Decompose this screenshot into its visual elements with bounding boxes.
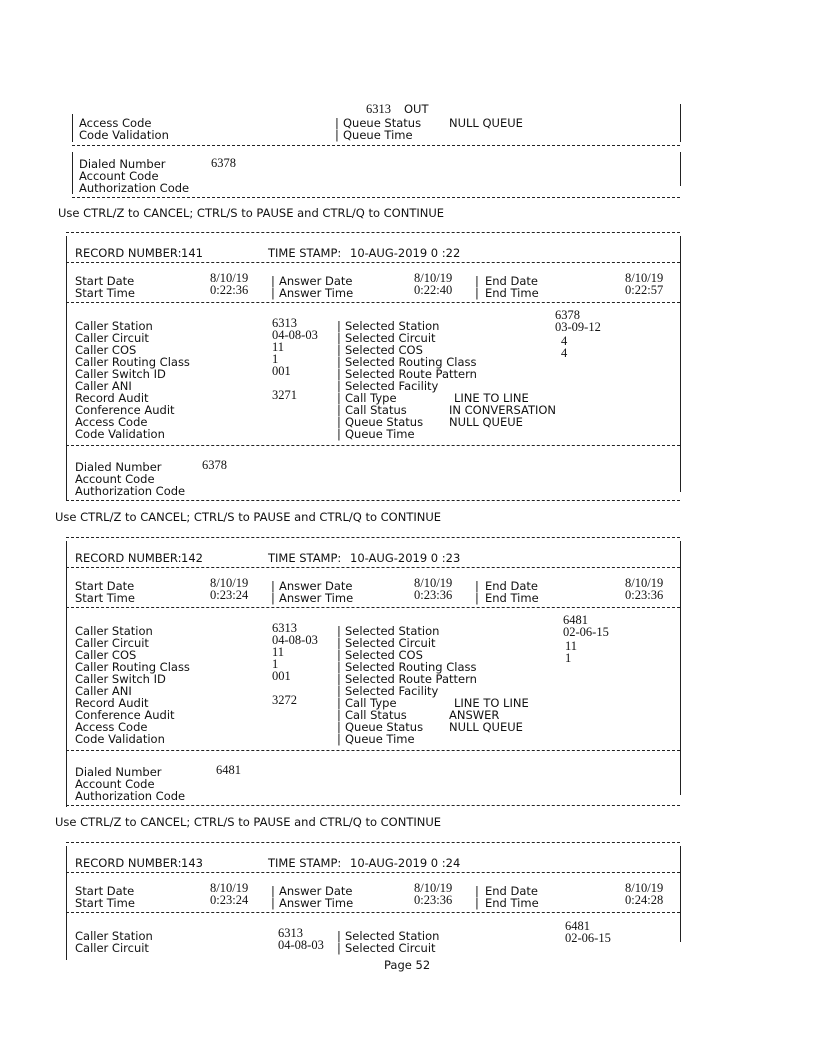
answer-date-label: Answer Date	[279, 884, 353, 898]
column-separator: |	[337, 636, 341, 650]
queue-status-value: NULL QUEUE	[449, 116, 523, 130]
selected-route-pattern-label: Selected Route Pattern	[345, 367, 477, 381]
account-code-label: Account Code	[79, 169, 159, 183]
caller-cos-label: Caller COS	[75, 648, 137, 662]
column-separator: |	[337, 732, 341, 746]
dialed-number-label: Dialed Number	[75, 765, 162, 779]
start-date-label: Start Date	[75, 579, 135, 593]
caller-switch-id-value: 001	[272, 364, 291, 378]
caller-circuit-label: Caller Circuit	[75, 331, 149, 345]
column-separator: |	[337, 648, 341, 662]
selected-station-label: Selected Station	[345, 319, 440, 333]
column-separator: |	[337, 696, 341, 710]
record-number-label: RECORD NUMBER:	[75, 246, 182, 260]
record-number-value: 143	[181, 856, 203, 870]
dialed-number-label: Dialed Number	[79, 157, 166, 171]
account-code-label: Account Code	[75, 777, 155, 791]
column-separator: |	[337, 929, 341, 943]
instruction-line: Use CTRL/Z to CANCEL; CTRL/S to PAUSE and CTRL/Q to CONTINUE	[55, 510, 442, 524]
start-time-label: Start Time	[75, 286, 135, 300]
answer-date-label: Answer Date	[279, 274, 353, 288]
record-audit-label: Record Audit	[75, 696, 149, 710]
call-status-label: Call Status	[345, 708, 407, 722]
selected-station-value: 6378	[555, 308, 580, 322]
selected-circuit-label: Selected Circuit	[345, 331, 436, 345]
authorization-code-label: Authorization Code	[75, 484, 186, 498]
time-stamp-label: TIME STAMP:	[268, 551, 342, 565]
call-status-label: Call Status	[345, 403, 407, 417]
answer-date-value: 8/10/19	[414, 576, 453, 590]
record-audit-value: 3272	[272, 693, 297, 707]
column-separator: |	[337, 367, 341, 381]
queue-status-label: Queue Status	[343, 116, 422, 130]
selected-circuit-value: 02-06-15	[563, 625, 609, 639]
start-time-value: 0:22:36	[210, 283, 249, 297]
caller-switch-id-label: Caller Switch ID	[75, 367, 166, 381]
record-number-label: RECORD NUMBER:	[75, 856, 182, 870]
call-type-value: LINE TO LINE	[454, 696, 529, 710]
selected-circuit-label: Selected Circuit	[345, 636, 436, 650]
caller-routing-class-value: 1	[272, 352, 279, 366]
caller-switch-id-value: 001	[272, 669, 291, 683]
start-date-value: 8/10/19	[210, 881, 249, 895]
answer-time-value: 0:22:40	[414, 283, 453, 297]
selected-station-label: Selected Station	[345, 624, 440, 638]
account-code-label: Account Code	[75, 472, 155, 486]
queue-status-label: Queue Status	[345, 415, 424, 429]
start-date-value: 8/10/19	[210, 271, 249, 285]
selected-routing-class-label: Selected Routing Class	[345, 355, 477, 369]
access-code-label: Access Code	[75, 415, 148, 429]
end-date-value: 8/10/19	[625, 576, 664, 590]
queue-status-value: NULL QUEUE	[449, 415, 523, 429]
selected-station-value: 6481	[565, 919, 590, 933]
selected-circuit-label: Selected Circuit	[345, 941, 436, 955]
column-separator: |	[337, 660, 341, 674]
selected-cos-value: 11	[565, 639, 578, 653]
end-date-label: End Date	[485, 579, 538, 593]
call-type-value: LINE TO LINE	[454, 391, 529, 405]
authorization-code-label: Authorization Code	[79, 181, 190, 195]
page-number: Page 52	[384, 958, 431, 972]
record-audit-value: 3271	[272, 388, 297, 402]
caller-ani-label: Caller ANI	[75, 684, 132, 698]
queue-status-value: NULL QUEUE	[449, 720, 523, 734]
selected-station-label: Selected Station	[345, 929, 440, 943]
call-type-label: Call Type	[345, 391, 397, 405]
selected-cos-label: Selected COS	[345, 648, 423, 662]
caller-circuit-label: Caller Circuit	[75, 941, 149, 955]
end-time-value: 0:22:57	[625, 283, 664, 297]
caller-cos-value: 11	[272, 645, 285, 659]
answer-time-label: Answer Time	[279, 286, 354, 300]
start-date-label: Start Date	[75, 274, 135, 288]
column-separator: |	[337, 355, 341, 369]
record-number-label: RECORD NUMBER:	[75, 551, 182, 565]
column-separator: |	[337, 343, 341, 357]
caller-station-value: 6313	[272, 621, 297, 635]
caller-station-label: Caller Station	[75, 929, 153, 943]
instruction-line: Use CTRL/Z to CANCEL; CTRL/S to PAUSE and CTRL/Q to CONTINUE	[58, 206, 445, 220]
selected-facility-label: Selected Facility	[345, 684, 439, 698]
end-time-label: End Time	[485, 286, 539, 300]
record-number-value: 141	[181, 246, 203, 260]
caller-cos-value: 11	[272, 340, 285, 354]
end-time-value: 0:24:28	[625, 893, 664, 907]
caller-station-value: 6313	[366, 102, 391, 116]
answer-date-label: Answer Date	[279, 579, 353, 593]
start-time-label: Start Time	[75, 591, 135, 605]
caller-routing-class-value: 1	[272, 657, 279, 671]
queue-time-label: Queue Time	[343, 128, 413, 142]
start-time-value: 0:23:24	[210, 588, 249, 602]
record-audit-label: Record Audit	[75, 391, 149, 405]
selected-cos-label: Selected COS	[345, 343, 423, 357]
start-date-value: 8/10/19	[210, 576, 249, 590]
time-stamp-value: 10-AUG-2019 0 :24	[350, 856, 461, 870]
end-date-label: End Date	[485, 274, 538, 288]
end-time-label: End Time	[485, 591, 539, 605]
time-stamp-value: 10-AUG-2019 0 :23	[350, 551, 461, 565]
caller-cos-label: Caller COS	[75, 343, 137, 357]
selected-circuit-value: 03-09-12	[555, 320, 601, 334]
answer-time-label: Answer Time	[279, 591, 354, 605]
caller-circuit-value: 04-08-03	[272, 633, 318, 647]
selected-station-value: 6481	[563, 613, 588, 627]
end-date-label: End Date	[485, 884, 538, 898]
answer-time-value: 0:23:36	[414, 893, 453, 907]
time-stamp-value: 10-AUG-2019 0 :22	[350, 246, 461, 260]
column-separator: |	[337, 684, 341, 698]
dialed-number-value: 6378	[202, 458, 227, 472]
answer-date-value: 8/10/19	[414, 881, 453, 895]
selected-circuit-value: 02-06-15	[565, 931, 611, 945]
selected-route-pattern-label: Selected Route Pattern	[345, 672, 477, 686]
caller-station-label: Caller Station	[75, 624, 153, 638]
answer-time-value: 0:23:36	[414, 588, 453, 602]
record-number-value: 142	[181, 551, 203, 565]
start-time-value: 0:23:24	[210, 893, 249, 907]
column-separator: |	[337, 415, 341, 429]
call-status-value: IN CONVERSATION	[449, 403, 557, 417]
access-code-label: Access Code	[75, 720, 148, 734]
answer-date-value: 8/10/19	[414, 271, 453, 285]
start-time-label: Start Time	[75, 896, 135, 910]
authorization-code-label: Authorization Code	[75, 789, 186, 803]
column-separator: |	[337, 941, 341, 955]
call-status-value: OUT	[404, 102, 429, 116]
end-time-label: End Time	[485, 896, 539, 910]
dialed-number-value: 6378	[211, 156, 236, 170]
caller-station-value: 6313	[278, 926, 303, 940]
column-separator: |	[337, 672, 341, 686]
column-separator: |	[337, 708, 341, 722]
column-separator: |	[337, 391, 341, 405]
conference-audit-label: Conference Audit	[75, 708, 175, 722]
caller-station-label: Caller Station	[75, 319, 153, 333]
caller-routing-class-label: Caller Routing Class	[75, 660, 190, 674]
caller-circuit-label: Caller Circuit	[75, 636, 149, 650]
queue-time-label: Queue Time	[345, 732, 415, 746]
selected-routing-class-value: 1	[565, 651, 572, 665]
column-separator: |	[337, 427, 341, 441]
start-date-label: Start Date	[75, 884, 135, 898]
dialed-number-value: 6481	[216, 763, 241, 777]
selected-facility-label: Selected Facility	[345, 379, 439, 393]
caller-circuit-value: 04-08-03	[272, 328, 318, 342]
caller-routing-class-label: Caller Routing Class	[75, 355, 190, 369]
code-validation-label: Code Validation	[75, 732, 165, 746]
end-date-value: 8/10/19	[625, 271, 664, 285]
code-validation-label: Code Validation	[79, 128, 169, 142]
answer-time-label: Answer Time	[279, 896, 354, 910]
queue-status-label: Queue Status	[345, 720, 424, 734]
column-separator: |	[337, 379, 341, 393]
selected-routing-class-label: Selected Routing Class	[345, 660, 477, 674]
code-validation-label: Code Validation	[75, 427, 165, 441]
queue-time-label: Queue Time	[345, 427, 415, 441]
caller-circuit-value: 04-08-03	[278, 938, 324, 952]
column-separator: |	[337, 331, 341, 345]
column-separator: |	[337, 403, 341, 417]
end-time-value: 0:23:36	[625, 588, 664, 602]
selected-cos-value: 4	[561, 334, 568, 348]
dialed-number-label: Dialed Number	[75, 460, 162, 474]
selected-routing-class-value: 4	[561, 346, 568, 360]
call-type-label: Call Type	[345, 696, 397, 710]
conference-audit-label: Conference Audit	[75, 403, 175, 417]
column-separator: |	[337, 624, 341, 638]
column-separator: |	[337, 720, 341, 734]
caller-switch-id-label: Caller Switch ID	[75, 672, 166, 686]
column-separator: |	[337, 319, 341, 333]
time-stamp-label: TIME STAMP:	[268, 856, 342, 870]
caller-station-value: 6313	[272, 316, 297, 330]
access-code-label: Access Code	[79, 116, 152, 130]
instruction-line: Use CTRL/Z to CANCEL; CTRL/S to PAUSE and CTRL/Q to CONTINUE	[55, 815, 442, 829]
call-status-value: ANSWER	[449, 708, 500, 722]
caller-ani-label: Caller ANI	[75, 379, 132, 393]
time-stamp-label: TIME STAMP:	[268, 246, 342, 260]
end-date-value: 8/10/19	[625, 881, 664, 895]
